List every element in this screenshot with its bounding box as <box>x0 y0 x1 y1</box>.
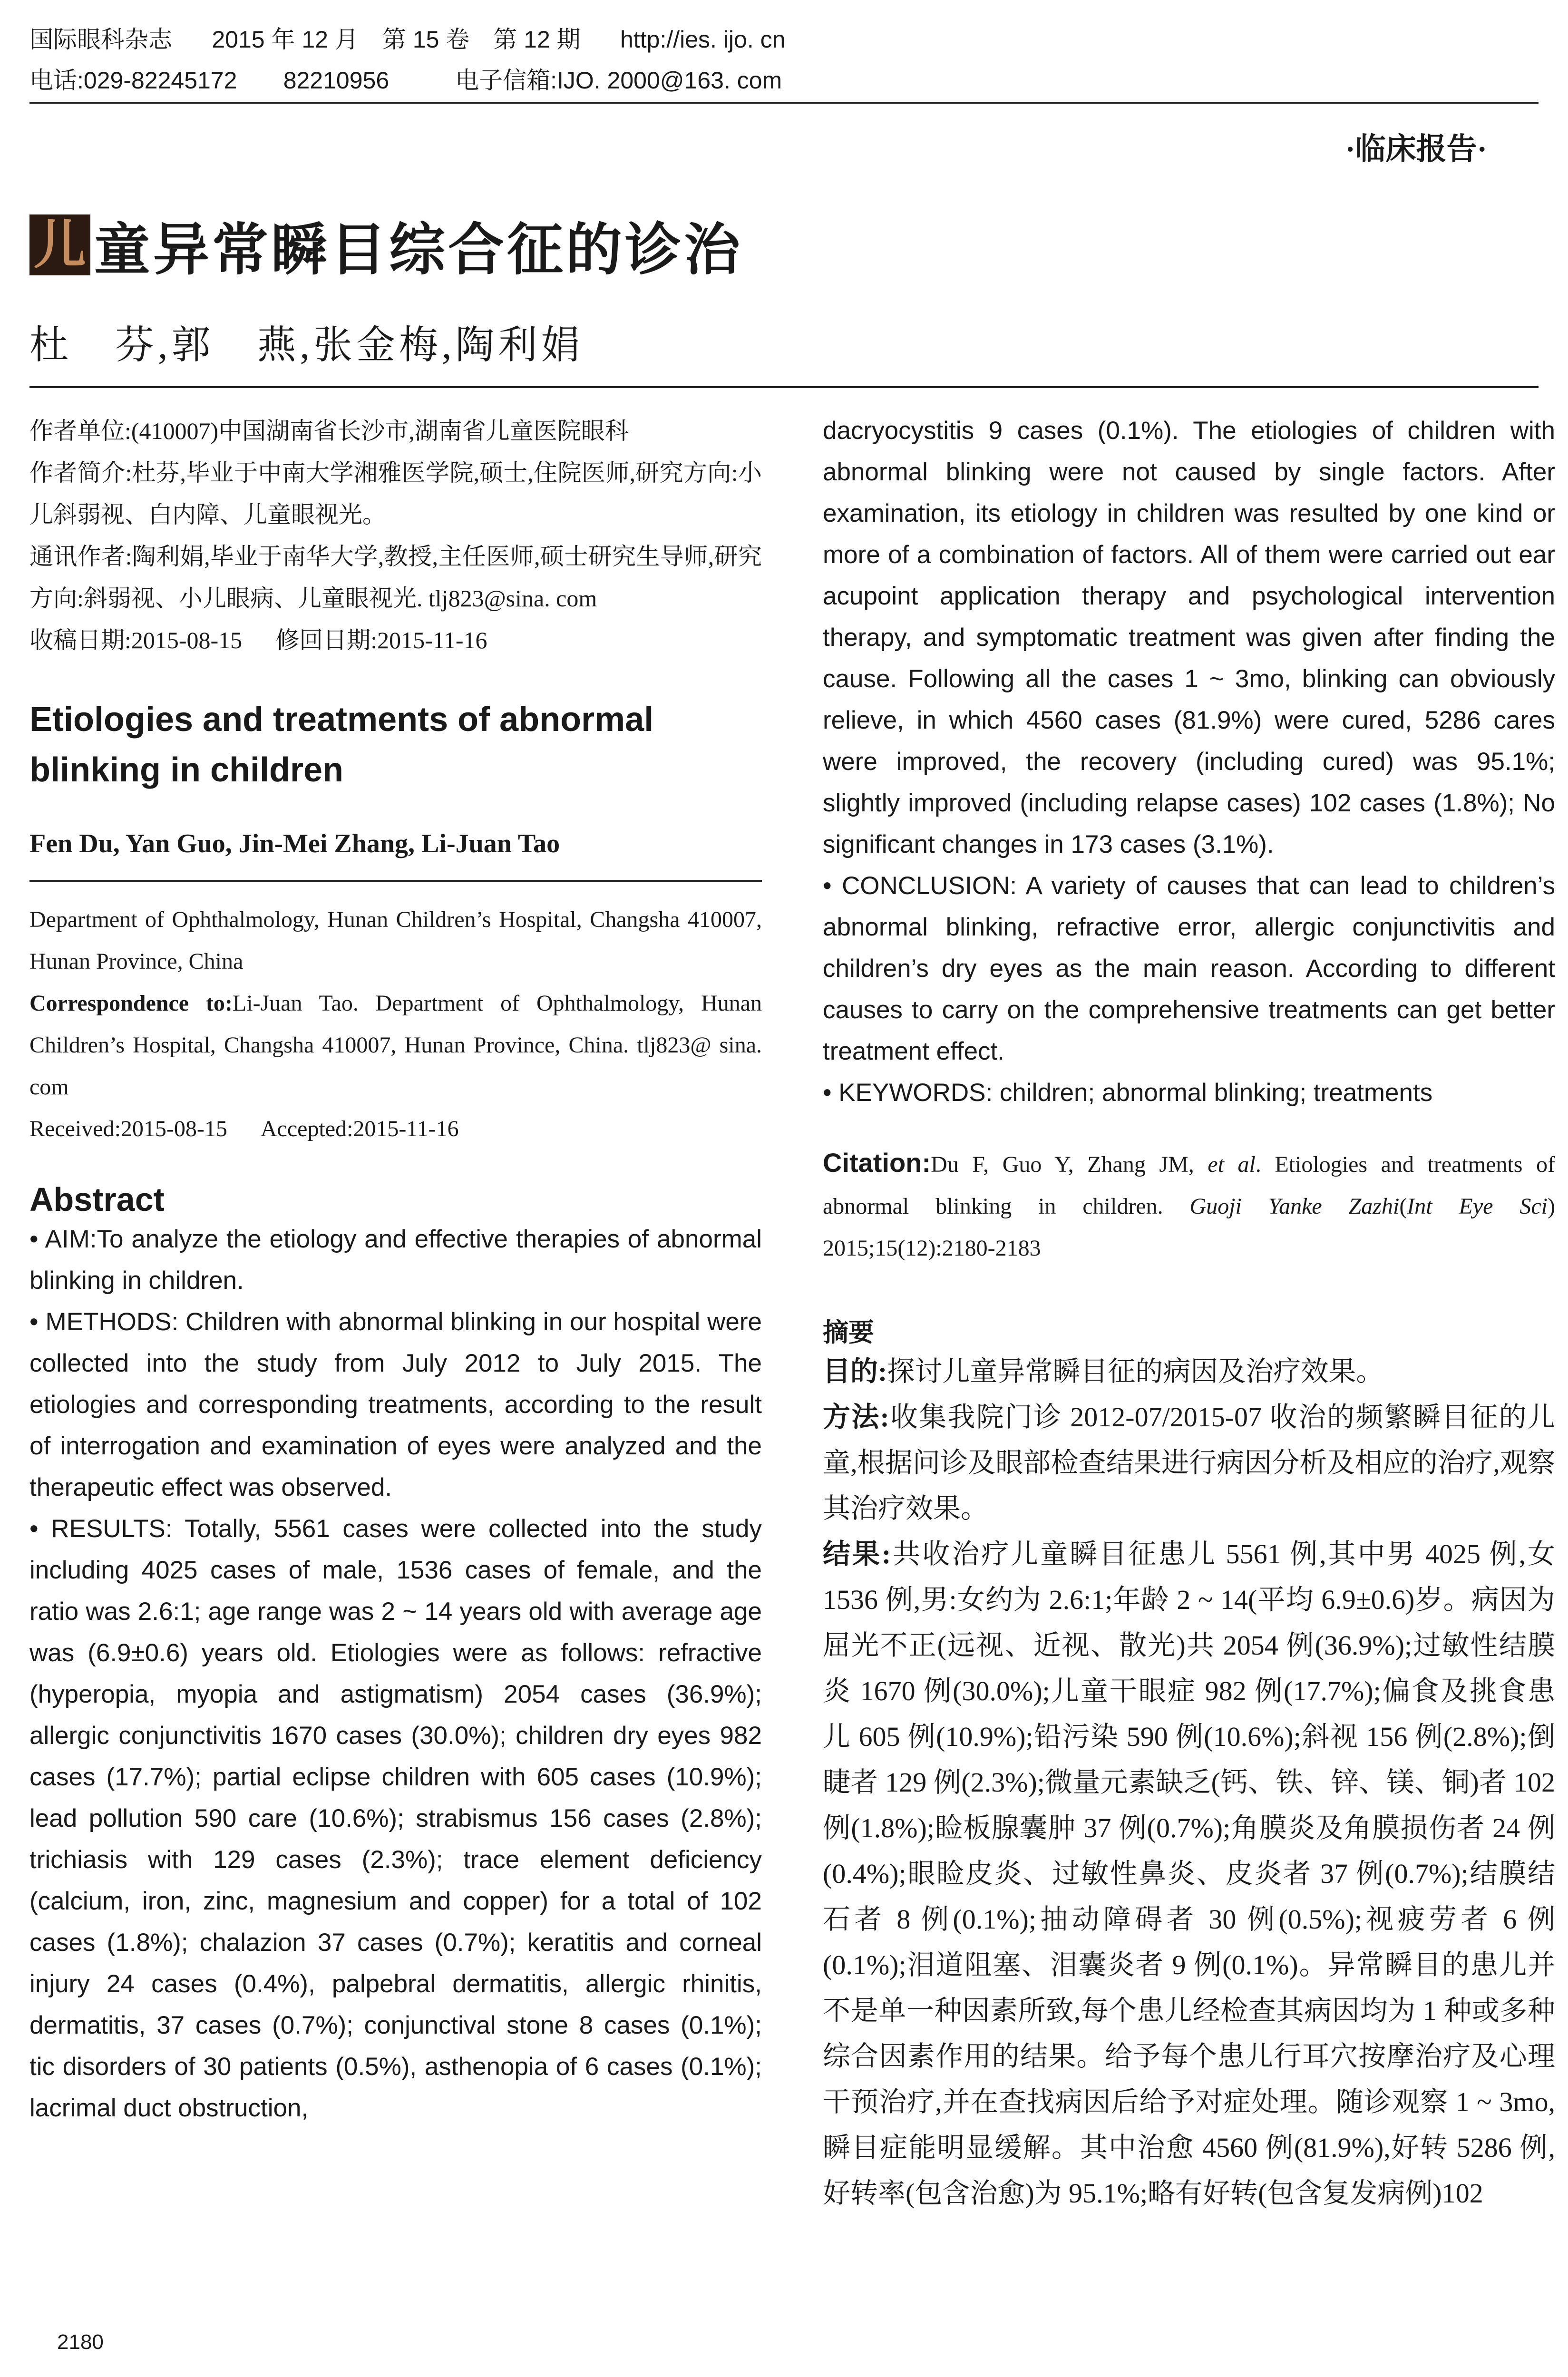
author-bio-cn: 作者简介:杜芬,毕业于中南大学湘雅医学院,硕士,住院医师,研究方向:小儿斜弱视、白内障、儿童眼视光。 <box>29 459 762 528</box>
citation-journal-en: Int Eye Sci <box>1407 1194 1548 1219</box>
title-first-char: 儿 <box>29 214 90 275</box>
cn-methods-text: 收集我院门诊 2012-07/2015-07 收治的频繁瞬目征的儿童,根据问诊及眼部检查结果进行病因分析及相应的治疗,观察其治疗效果。 <box>823 1402 1555 1524</box>
citation-label: Citation: <box>823 1148 931 1178</box>
cn-abstract-results <box>823 1531 1555 2216</box>
issue-info: 2015 年 12 月 第 15 卷 第 12 期 <box>212 26 581 53</box>
citation: Citation:Du F, Guo Y, Zhang JM, et al. Etiologies and treatments of abnormal blinking in children. Guoji Yanke Zazhi(Int Eye Sci) 2015;15(12):2180-2183 <box>823 1148 1556 1261</box>
journal-header-line1 <box>29 25 785 54</box>
dates-en <box>29 1108 762 1150</box>
cn-aim-text: 探讨儿童异常瞬目征的病因及治疗效果。 <box>887 1356 1384 1387</box>
department-en: Department of Ophthalmology, Hunan Children’s Hospital, Changsha 410007, Hunan Province, China <box>29 907 762 974</box>
citation-title: . Etiologies and treatments of abnormal blinking in children. <box>823 1152 1556 1219</box>
journal-name: 国际眼科杂志 <box>29 26 172 53</box>
dates-cn <box>29 619 762 661</box>
journal-website: http://ies. ijo. cn <box>620 26 786 53</box>
correspondence-cn: 通讯作者:陶利娟,毕业于南华大学,教授,主任医师,硕士研究生导师,研究方向:斜弱视、小儿眼病、儿童眼视光. tlj823@sina. com <box>29 543 762 612</box>
abstract-methods: • METHODS: Children with abnormal blinking in our hospital were collected into the study from July 2012 to July 2015. The etiologies and corresponding treatments, according to the result of interrogation and examination of eyes were analyzed and the therapeutic effect was observed. <box>29 1308 762 1501</box>
left-column <box>29 410 762 2129</box>
abstract-heading: Abstract <box>29 1181 165 1218</box>
correspondence-text: Li-Juan Tao. Department of Ophthalmology, Hunan Children’s Hospital, Changsha 410007, Hunan Province, China. tlj823@ sina. com <box>29 991 762 1100</box>
title-text: 童异常瞬目综合征的诊治 <box>94 217 743 283</box>
cn-aim-label: 目的: <box>823 1356 887 1387</box>
english-title: Etiologies and treatments of abnormal blinking in children <box>29 701 654 789</box>
correspondence-label: Correspondence to: <box>29 991 233 1016</box>
abstract-aim: • AIM:To analyze the etiology and effective therapies of abnormal blinking in children. <box>29 1225 762 1295</box>
revised-date-cn: 修回日期:2015-11-16 <box>275 627 487 653</box>
title-rule <box>29 386 1539 388</box>
section-tag: ·临床报告· <box>1345 132 1487 166</box>
affiliation-unit-cn: 作者单位:(410007)中国湖南省长沙市,湖南省儿童医院眼科 <box>29 418 629 444</box>
cn-abstract-aim <box>823 1349 1555 1394</box>
abstract-results-cont: dacryocystitis 9 cases (0.1%). The etiologies of children with abnormal blinking were not caused by single factors. After examination, its etiology in children was resulted by one kind or more of a combination of factors. All of them were carried out ear acupoint application therapy and psychological intervention therapy, and symptomatic treatment was given after finding the cause. Following all the cases 1 ~ 3mo, blinking can obviously relieve, in which 4560 cases (81.9%) were cured, 5286 cares were improved, the recovery (including cured) was 95.1%; slightly improved (including relapse cases) 102 cases (1.8%); No significant changes in 173 cases (3.1%). <box>823 417 1555 858</box>
journal-phone: 电话:029-82245172 <box>29 67 237 94</box>
header-rule <box>29 102 1539 104</box>
cn-methods-label: 方法: <box>823 1402 889 1432</box>
cn-results-label: 结果: <box>823 1539 891 1569</box>
received-date-cn: 收稿日期:2015-08-15 <box>29 627 243 653</box>
article-title <box>29 205 743 285</box>
cn-abstract-methods <box>823 1394 1555 1531</box>
correspondence-en <box>29 983 762 1108</box>
authors-cn: 杜 芬,郭 燕,张金梅,陶利娟 <box>29 323 584 367</box>
journal-phone2: 82210956 <box>283 67 390 94</box>
accepted-date-en: Accepted:2015-11-16 <box>260 1116 459 1141</box>
citation-detail: ) 2015;15(12):2180-2183 <box>823 1194 1555 1261</box>
abstract-keywords: • KEYWORDS: children; abnormal blinking; treatments <box>823 1079 1433 1107</box>
abstract-conclusion: • CONCLUSION: A variety of causes that can lead to children’s abnormal blinking, refractive error, allergic conjunctivitis and children’s dry eyes as the main reason. According to different causes to carry on the comprehensive treatments can get better treatment effect. <box>823 872 1555 1065</box>
abstract-results: • RESULTS: Totally, 5561 cases were collected into the study including 4025 cases of male, 1536 cases of female, and the ratio was 2.6:1; age range was 2 ~ 14 years old with average age was (6.9±0.6) years old. Etiologies were as follows: refractive (hyperopia, myopia and astigmatism) 2054 cases (36.9%); allergic conjunctivitis 1670 cases (30.0%); children dry eyes 982 cases (17.7%); partial eclipse children with 605 cases (10.9%); lead pollution 590 care (10.6%); strabismus 156 cases (2.8%); trichiasis with 129 cases (2.3%); trace element deficiency (calcium, iron, zinc, magnesium and copper) for a total of 102 cases (1.8%); chalazion 37 cases (0.7%); keratitis and corneal injury 24 cases (0.4%), palpebral dermatitis, allergic rhinitis, dermatitis, 37 cases (0.7%); conjunctival stone 8 cases (0.1%); tic disorders of 30 patients (0.5%), asthenopia of 6 cases (0.1%); lacrimal duct obstruction, <box>29 1515 762 2122</box>
journal-header-line2 <box>29 66 782 95</box>
page-number: 2180 <box>57 2330 104 2354</box>
citation-authors: Du F, Guo Y, Zhang JM, <box>931 1152 1208 1177</box>
english-authors: Fen Du, Yan Guo, Jin-Mei Zhang, Li-Juan Tao <box>29 829 560 858</box>
journal-email: 电子信箱:IJO. 2000@163. com <box>455 67 782 94</box>
right-column <box>823 410 1555 2216</box>
citation-journal: Guoji Yanke Zazhi <box>1189 1194 1400 1219</box>
cn-abstract-heading: 摘要 <box>823 1317 874 1347</box>
cn-results-text: 共收治疗儿童瞬目征患儿 5561 例,其中男 4025 例,女 1536 例,男:女约为 2.6:1;年龄 2 ~ 14(平均 6.9±0.6)岁。病因为屈光不正(远视、近视、散光)共 2054 例(36.9%);过敏性结膜炎 1670 例(30.0%);儿童干眼症 982 例(17.7%);偏食及挑食患儿 605 例(10.9%);铅污染 590 例(10.6%);斜视 156 例(2.8%);倒睫者 129 例(2.3%);微量元素缺乏(钙、铁、锌、镁、铜)者 102 例(1.8%);睑板腺囊肿 37 例(0.7%);角膜炎及角膜损伤者 24 例(0.4%);眼睑皮炎、过敏性鼻炎、皮炎者 37 例(0.7%);结膜结石者 8 例(0.1%);抽动障碍者 30 例(0.5%);视疲劳者 6 例(0.1%);泪道阻塞、泪囊炎者 9 例(0.1%)。异常瞬目的患儿并不是单一种因素所致,每个患儿经检查其病因均为 1 种或多种综合因素作用的结果。给予每个患儿行耳穴按摩治疗及心理干预治疗,并在查找病因后给予对症处理。随诊观察 1 ~ 3mo,瞬目症能明显缓解。其中治愈 4560 例(81.9%),好转 5286 例,好转率(包含治愈)为 95.1%;略有好转(包含复发病例)102 <box>823 1539 1555 2209</box>
citation-etal: et al <box>1208 1152 1256 1177</box>
received-date-en: Received:2015-08-15 <box>29 1116 227 1141</box>
